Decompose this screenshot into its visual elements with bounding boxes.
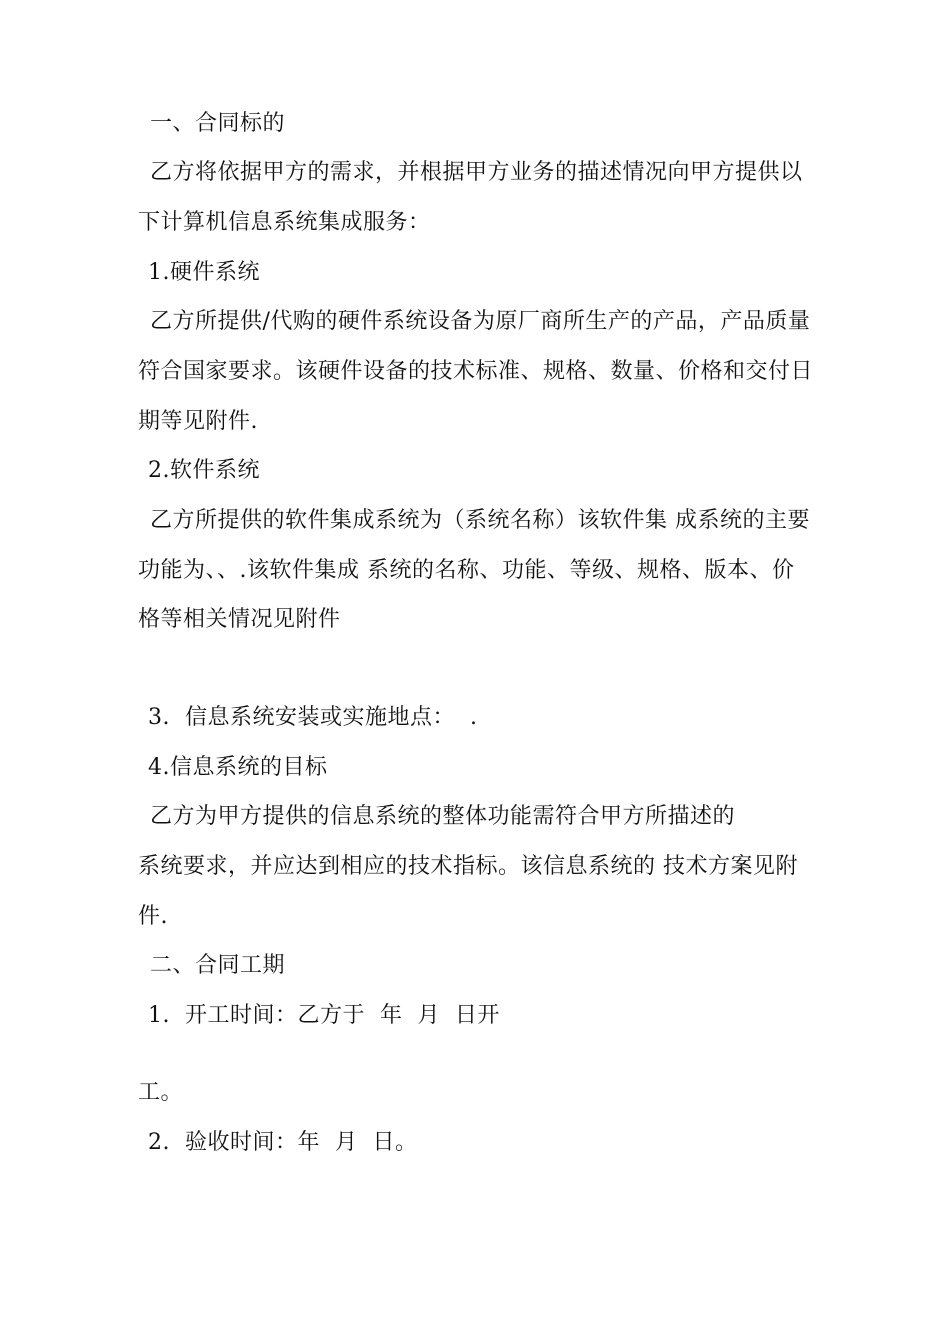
item-4-line-3: 件. — [138, 904, 168, 929]
intro-line-2: 下计算机信息系统集成服务： — [138, 210, 431, 235]
item-3-line: 3. 信息系统安装或实施地点： . — [148, 705, 478, 730]
section-2-heading: 二、合同工期 — [150, 953, 286, 978]
item-4-line-2: 系统要求，并应达到相应的技术指标。该信息系统的 技术方案见附 — [138, 854, 798, 879]
item-2-line-1: 乙方所提供的软件集成系统为（系统名称）该软件集 成系统的主要 — [150, 508, 810, 533]
item-2-heading: 2.软件系统 — [148, 458, 260, 483]
item-1-line-3: 期等见附件. — [138, 409, 258, 434]
item-4-heading: 4.信息系统的目标 — [148, 755, 328, 780]
item-4-line-1: 乙方为甲方提供的信息系统的整体功能需符合甲方所描述的 — [150, 804, 736, 829]
item-1-line-1: 乙方所提供/代购的硬件系统设备为原厂商所生产的产品，产品质量 — [150, 309, 811, 334]
period-1-continuation: 工。 — [138, 1080, 184, 1105]
item-2-line-3: 格等相关情况见附件 — [138, 607, 341, 632]
item-1-line-2: 符合国家要求。该硬件设备的技术标准、规格、数量、价格和交付日 — [138, 359, 814, 384]
period-2-line: 2. 验收时间：年 月 日。 — [148, 1130, 418, 1155]
item-1-heading: 1.硬件系统 — [148, 260, 260, 285]
item-2-line-2: 功能为、、.该软件集成 系统的名称、功能、等级、规格、版本、价 — [138, 558, 795, 583]
intro-line-1: 乙方将依据甲方的需求，并根据甲方业务的描述情况向甲方提供以 — [150, 160, 803, 185]
period-1-line: 1. 开工时间：乙方于 年 月 日开 — [148, 1003, 500, 1028]
section-1-heading: 一、合同标的 — [150, 111, 286, 136]
